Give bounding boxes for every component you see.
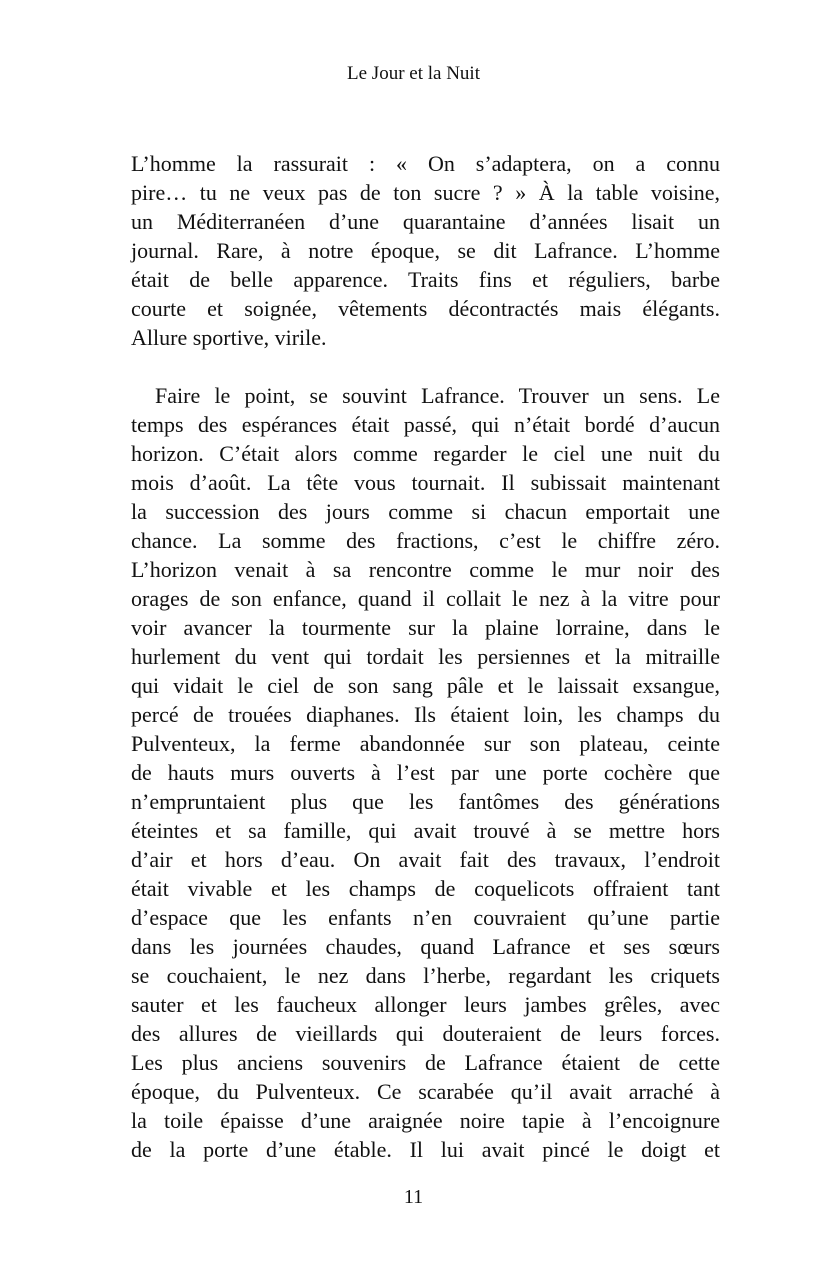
text-line: Pulventeux, la ferme abandonnée sur son plateau, ceinte — [131, 731, 720, 756]
text-line: de hauts murs ouverts à l’est par une porte cochère que — [131, 760, 720, 785]
text-line: courte et soignée, vêtements décontractés mais élégants. — [131, 296, 720, 321]
paragraph-gap — [131, 352, 720, 381]
text-line: percé de trouées diaphanes. Ils étaient loin, les champs du — [131, 702, 720, 727]
text-line: sauter et les faucheux allonger leurs jambes grêles, avec — [131, 992, 720, 1017]
text-line: journal. Rare, à notre époque, se dit Lafrance. L’homme — [131, 238, 720, 263]
text-line: était vivable et les champs de coquelicots offraient tant — [131, 876, 720, 901]
text-line: la succession des jours comme si chacun emportait une — [131, 499, 720, 524]
text-line: Allure sportive, virile. — [131, 325, 327, 350]
paragraph — [131, 149, 720, 352]
text-line: des allures de vieillards qui douteraient de leurs forces. — [131, 1021, 720, 1046]
text-line: dans les journées chaudes, quand Lafrance et ses sœurs — [131, 934, 720, 959]
text-line: chance. La somme des fractions, c’est le chiffre zéro. — [131, 528, 720, 553]
running-title: Le Jour et la Nuit — [347, 63, 480, 84]
text-line: un Méditerranéen d’une quarantaine d’années lisait un — [131, 209, 720, 234]
text-line: la toile épaisse d’une araignée noire tapie à l’encoignure — [131, 1108, 720, 1133]
text-line: voir avancer la tourmente sur la plaine lorraine, dans le — [131, 615, 720, 640]
text-line: se couchaient, le nez dans l’herbe, regardant les criquets — [131, 963, 720, 988]
text-line: d’air et hors d’eau. On avait fait des travaux, l’endroit — [131, 847, 720, 872]
text-line: de la porte d’une étable. Il lui avait pincé le doigt et — [131, 1137, 720, 1162]
text-line: éteintes et sa famille, qui avait trouvé à se mettre hors — [131, 818, 720, 843]
text-line: qui vidait le ciel de son sang pâle et le laissait exsangue, — [131, 673, 720, 698]
text-line: Les plus anciens souvenirs de Lafrance étaient de cette — [131, 1050, 720, 1075]
text-line: était de belle apparence. Traits fins et réguliers, barbe — [131, 267, 720, 292]
text-line: orages de son enfance, quand il collait le nez à la vitre pour — [131, 586, 720, 611]
text-line: L’homme la rassurait : « On s’adaptera, on a connu — [131, 151, 720, 176]
text-line: temps des espérances était passé, qui n’était bordé d’aucun — [131, 412, 720, 437]
text-line: Faire le point, se souvint Lafrance. Trouver un sens. Le — [155, 383, 720, 408]
text-line: hurlement du vent qui tordait les persiennes et la mitraille — [131, 644, 720, 669]
text-line: pire… tu ne veux pas de ton sucre ? » À la table voisine, — [131, 180, 720, 205]
body-text — [131, 149, 720, 1164]
text-line: horizon. C’était alors comme regarder le ciel une nuit du — [131, 441, 720, 466]
page-number: 11 — [403, 1186, 424, 1208]
text-line: n’empruntaient plus que les fantômes des générations — [131, 789, 720, 814]
text-line: mois d’août. La tête vous tournait. Il subissait maintenant — [131, 470, 720, 495]
text-line: époque, du Pulventeux. Ce scarabée qu’il avait arraché à — [131, 1079, 720, 1104]
text-line: L’horizon venait à sa rencontre comme le mur noir des — [131, 557, 720, 582]
text-line: d’espace que les enfants n’en couvraient qu’une partie — [131, 905, 720, 930]
paragraph — [131, 381, 720, 1164]
